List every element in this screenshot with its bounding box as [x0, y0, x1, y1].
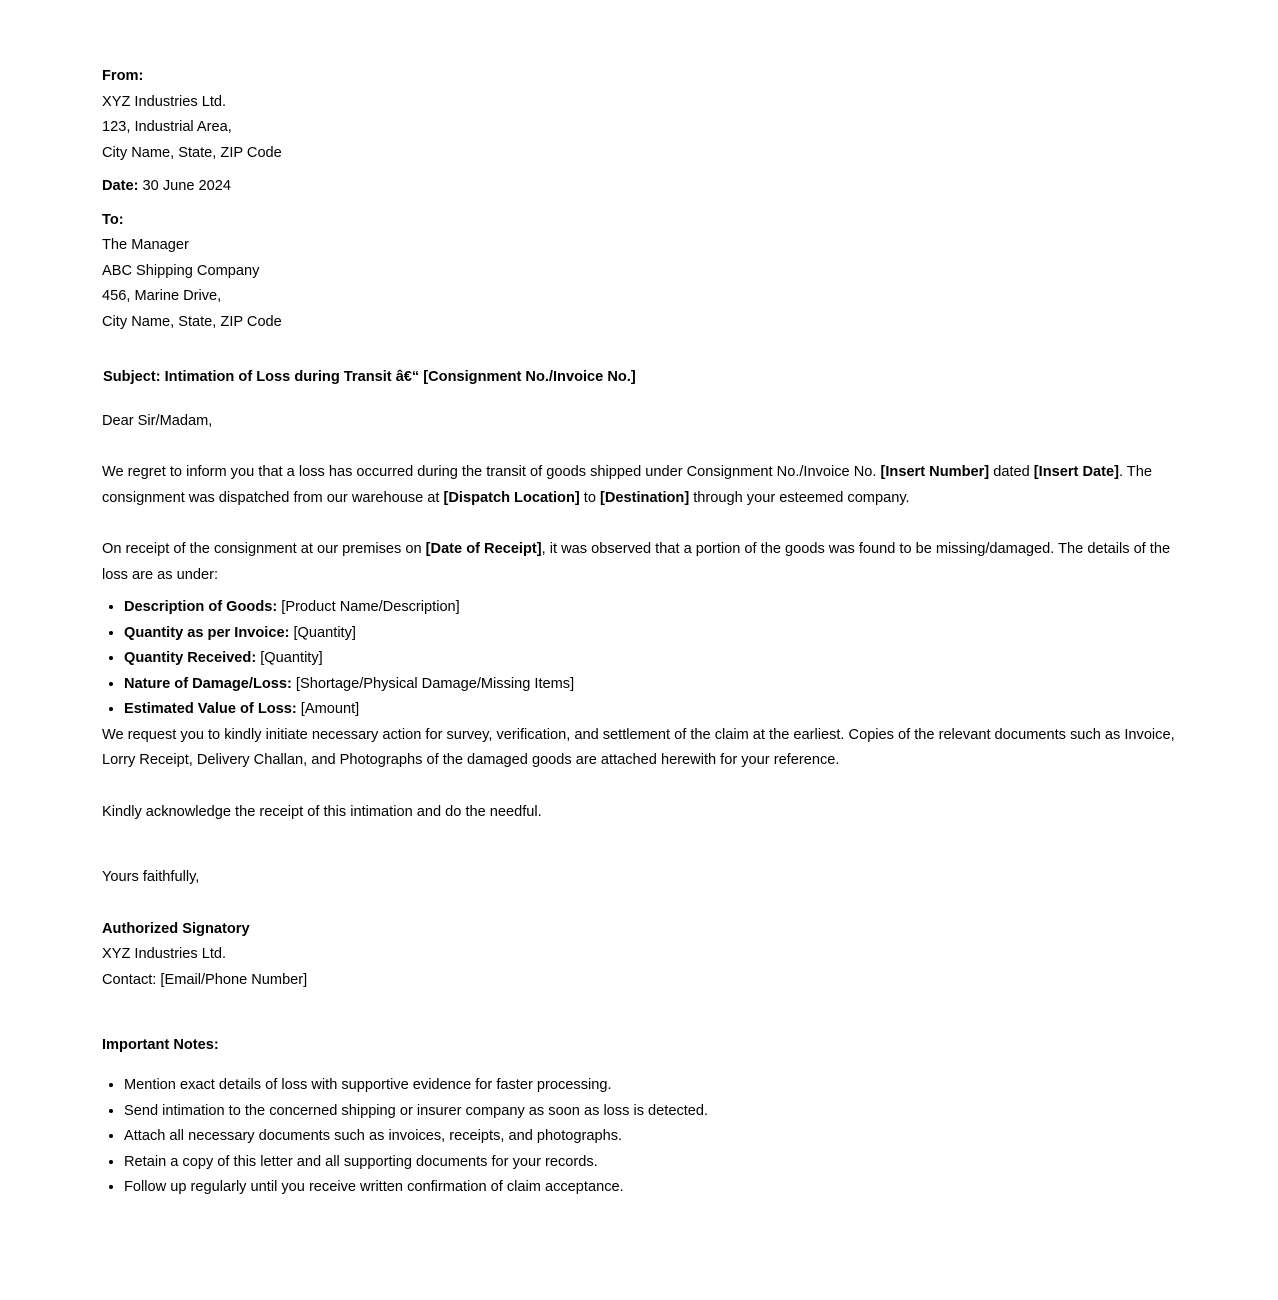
notes-title: Important Notes: — [102, 1037, 219, 1053]
para2-text-1: On receipt of the consignment at our premises on — [102, 541, 426, 557]
paragraph-request: We request you to kindly initiate necessary action for survey, verification, and settlement of the claim at the earliest. Copies of the relevant documents such as Invoice, Lorry Receipt, Delivery Challan, and Photographs of the damaged goods are attached herewith for your reference. — [102, 726, 1175, 768]
recipient-block — [102, 208, 1182, 336]
loss-detail-value: [Product Name/Description] — [277, 599, 460, 615]
signature-block — [102, 917, 1182, 994]
date-of-receipt-placeholder: [Date of Receipt] — [425, 541, 542, 557]
note-item: • Attach all necessary documents such as invoices, receipts, and photographs. — [124, 1124, 1182, 1150]
important-notes — [102, 1033, 1182, 1201]
recipient-address-line2: City Name, State, ZIP Code — [102, 313, 282, 330]
sender-address-line1: 123, Industrial Area, — [102, 119, 232, 135]
loss-detail-value: [Quantity] — [289, 624, 356, 641]
note-item: • Send intimation to the concerned shipping or insurer company as soon as loss is detected. — [124, 1099, 1182, 1125]
loss-details-list — [102, 595, 1182, 723]
loss-detail-item — [124, 646, 1182, 672]
loss-detail-value: [Shortage/Physical Damage/Missing Items] — [291, 675, 575, 692]
loss-detail-label: Description of Goods: — [124, 599, 278, 615]
signatory-company: XYZ Industries Ltd. — [102, 946, 227, 962]
date-label: Date: — [102, 178, 139, 194]
note-item: • Mention exact details of loss with supportive evidence for faster processing. — [124, 1073, 1182, 1099]
signatory-contact: Contact: [Email/Phone Number] — [102, 971, 308, 988]
sender-block — [102, 64, 1182, 166]
note-item: • Retain a copy of this letter and all supporting documents for your records. — [124, 1150, 1182, 1176]
closing: Yours faithfully, — [102, 869, 200, 885]
greeting: Dear Sir/Madam, — [102, 412, 213, 429]
dispatch-location-placeholder: [Dispatch Location] — [443, 489, 580, 506]
para1-text-4: to — [579, 489, 601, 506]
paragraph-loss-intro — [102, 460, 1182, 511]
loss-detail-value: [Amount] — [296, 701, 360, 717]
recipient-company: ABC Shipping Company — [102, 262, 260, 279]
para1-text-1: We regret to inform you that a loss has occurred during the transit of goods shipped under Consignment No./Invoice No. — [102, 464, 881, 480]
insert-number-placeholder: [Insert Number] — [880, 464, 990, 480]
destination-placeholder: [Destination] — [600, 489, 690, 506]
to-label: To: — [102, 211, 124, 228]
loss-detail-value: [Quantity] — [256, 650, 323, 666]
para1-text-2: dated — [989, 464, 1034, 480]
insert-date-placeholder: [Insert Date] — [1033, 464, 1119, 480]
sender-address-line2: City Name, State, ZIP Code — [102, 144, 282, 161]
date-value: 30 June 2024 — [138, 178, 232, 194]
subject-line: Subject: Intimation of Loss during Transit â€“ [Consignment No./Invoice No.] — [103, 369, 636, 385]
sender-company: XYZ Industries Ltd. — [102, 93, 227, 110]
notes-list — [102, 1073, 1182, 1201]
loss-detail-label: Quantity as per Invoice: — [124, 624, 290, 641]
para1-text-5: through your esteemed company. — [689, 489, 910, 506]
loss-detail-item — [124, 697, 1182, 723]
loss-detail-label: Nature of Damage/Loss: — [124, 675, 292, 692]
signatory-title: Authorized Signatory — [102, 920, 250, 937]
loss-detail-label: Estimated Value of Loss: — [124, 701, 297, 717]
loss-detail-item — [124, 621, 1182, 647]
date-block — [102, 174, 1182, 200]
paragraph-receipt — [102, 537, 1182, 588]
note-item: • Follow up regularly until you receive written confirmation of claim acceptance. — [124, 1175, 1182, 1201]
recipient-address-line1: 456, Marine Drive, — [102, 288, 222, 304]
loss-detail-label: Quantity Received: — [124, 650, 257, 666]
loss-detail-item — [124, 595, 1182, 621]
para1-text-3: . The consignment was dispatched from our warehouse at — [102, 464, 1152, 506]
recipient-name: The Manager — [102, 237, 189, 253]
from-label: From: — [102, 68, 144, 84]
para2-text-2: , it was observed that a portion of the goods was found to be missing/damaged. The details of the loss are as under: — [102, 541, 1171, 583]
letter-document — [102, 64, 1182, 1201]
paragraph-acknowledge: Kindly acknowledge the receipt of this intimation and do the needful. — [102, 803, 542, 820]
loss-detail-item — [124, 672, 1182, 698]
